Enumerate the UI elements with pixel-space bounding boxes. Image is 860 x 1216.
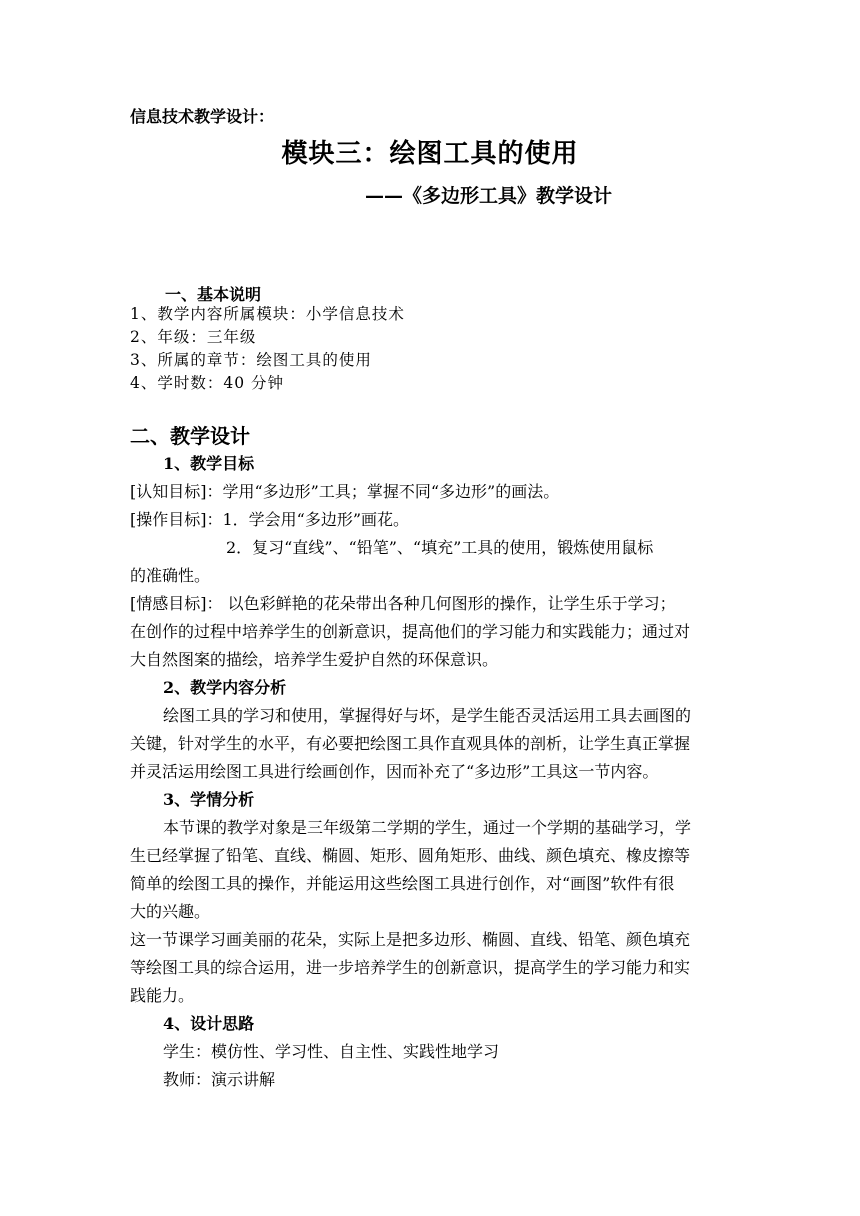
page-subtitle: ——《多边形工具》教学设计	[365, 185, 613, 207]
design-heading: 4、设计思路	[163, 1014, 255, 1033]
cognitive-goal: [认知目标]：学用“多边形”工具；掌握不同“多边形”的画法。	[130, 482, 560, 501]
learners-line: 大的兴趣。	[130, 902, 211, 921]
content-line: 并灵活运用绘图工具进行绘画创作，因而补充了“多边形”工具这一节内容。	[130, 762, 659, 781]
content-heading: 2、教学内容分析	[163, 678, 287, 697]
teaching-design-body	[130, 450, 730, 1094]
learners-line: 生已经掌握了铅笔、直线、椭圆、矩形、圆角矩形、曲线、颜色填充、橡皮擦等	[130, 846, 691, 865]
goals-heading: 1、教学目标	[163, 454, 255, 473]
basic-info-list	[130, 303, 405, 395]
section1-heading: 一、基本说明	[165, 285, 262, 304]
design-students: 学生：模仿性、学习性、自主性、实践性地学习	[163, 1042, 500, 1061]
learners-line: 这一节课学习画美丽的花朵，实际上是把多边形、椭圆、直线、铅笔、颜色填充	[130, 930, 691, 949]
emotion-goal-line: 在创作的过程中培养学生的创新意识，提高他们的学习能力和实践能力；通过对	[130, 622, 691, 641]
learners-line: 践能力。	[130, 986, 195, 1005]
learners-line: 简单的绘图工具的操作，并能运用这些绘图工具进行创作，对“画图”软件有很	[130, 874, 675, 893]
pre-title: 信息技术教学设计：	[130, 107, 275, 126]
page-title: 模块三：绘图工具的使用	[281, 139, 579, 169]
learners-line: 本节课的教学对象是三年级第二学期的学生，通过一个学期的基础学习，学	[163, 818, 692, 837]
learners-line: 等绘图工具的综合运用，进一步培养学生的创新意识，提高学生的学习能力和实	[130, 958, 691, 977]
list-item: 2、年级：三年级	[130, 328, 257, 346]
operation-goal-1: [操作目标]：1．学会用“多边形”画花。	[130, 510, 410, 529]
emotion-goal-line: [情感目标]： 以色彩鲜艳的花朵带出各种几何图形的操作，让学生乐于学习；	[130, 594, 676, 613]
operation-goal-2: 2．复习“直线”、“铅笔”、“填充”工具的使用，锻炼使用鼠标	[226, 538, 654, 557]
content-line: 绘图工具的学习和使用，掌握得好与坏，是学生能否灵活运用工具去画图的	[163, 706, 692, 725]
section2-heading: 二、教学设计	[130, 424, 250, 448]
content-line: 关键，针对学生的水平，有必要把绘图工具作直观具体的剖析，让学生真正掌握	[130, 734, 691, 753]
list-item: 4、学时数：40 分钟	[130, 374, 285, 392]
design-teacher: 教师：演示讲解	[163, 1070, 276, 1089]
list-item: 1、教学内容所属模块：小学信息技术	[130, 305, 405, 323]
emotion-goal-line: 大自然图案的描绘，培养学生爱护自然的环保意识。	[130, 650, 499, 669]
list-item: 3、所属的章节：绘图工具的使用	[130, 351, 372, 369]
operation-goal-2-cont: 的准确性。	[130, 566, 211, 585]
learners-heading: 3、学情分析	[163, 790, 255, 809]
